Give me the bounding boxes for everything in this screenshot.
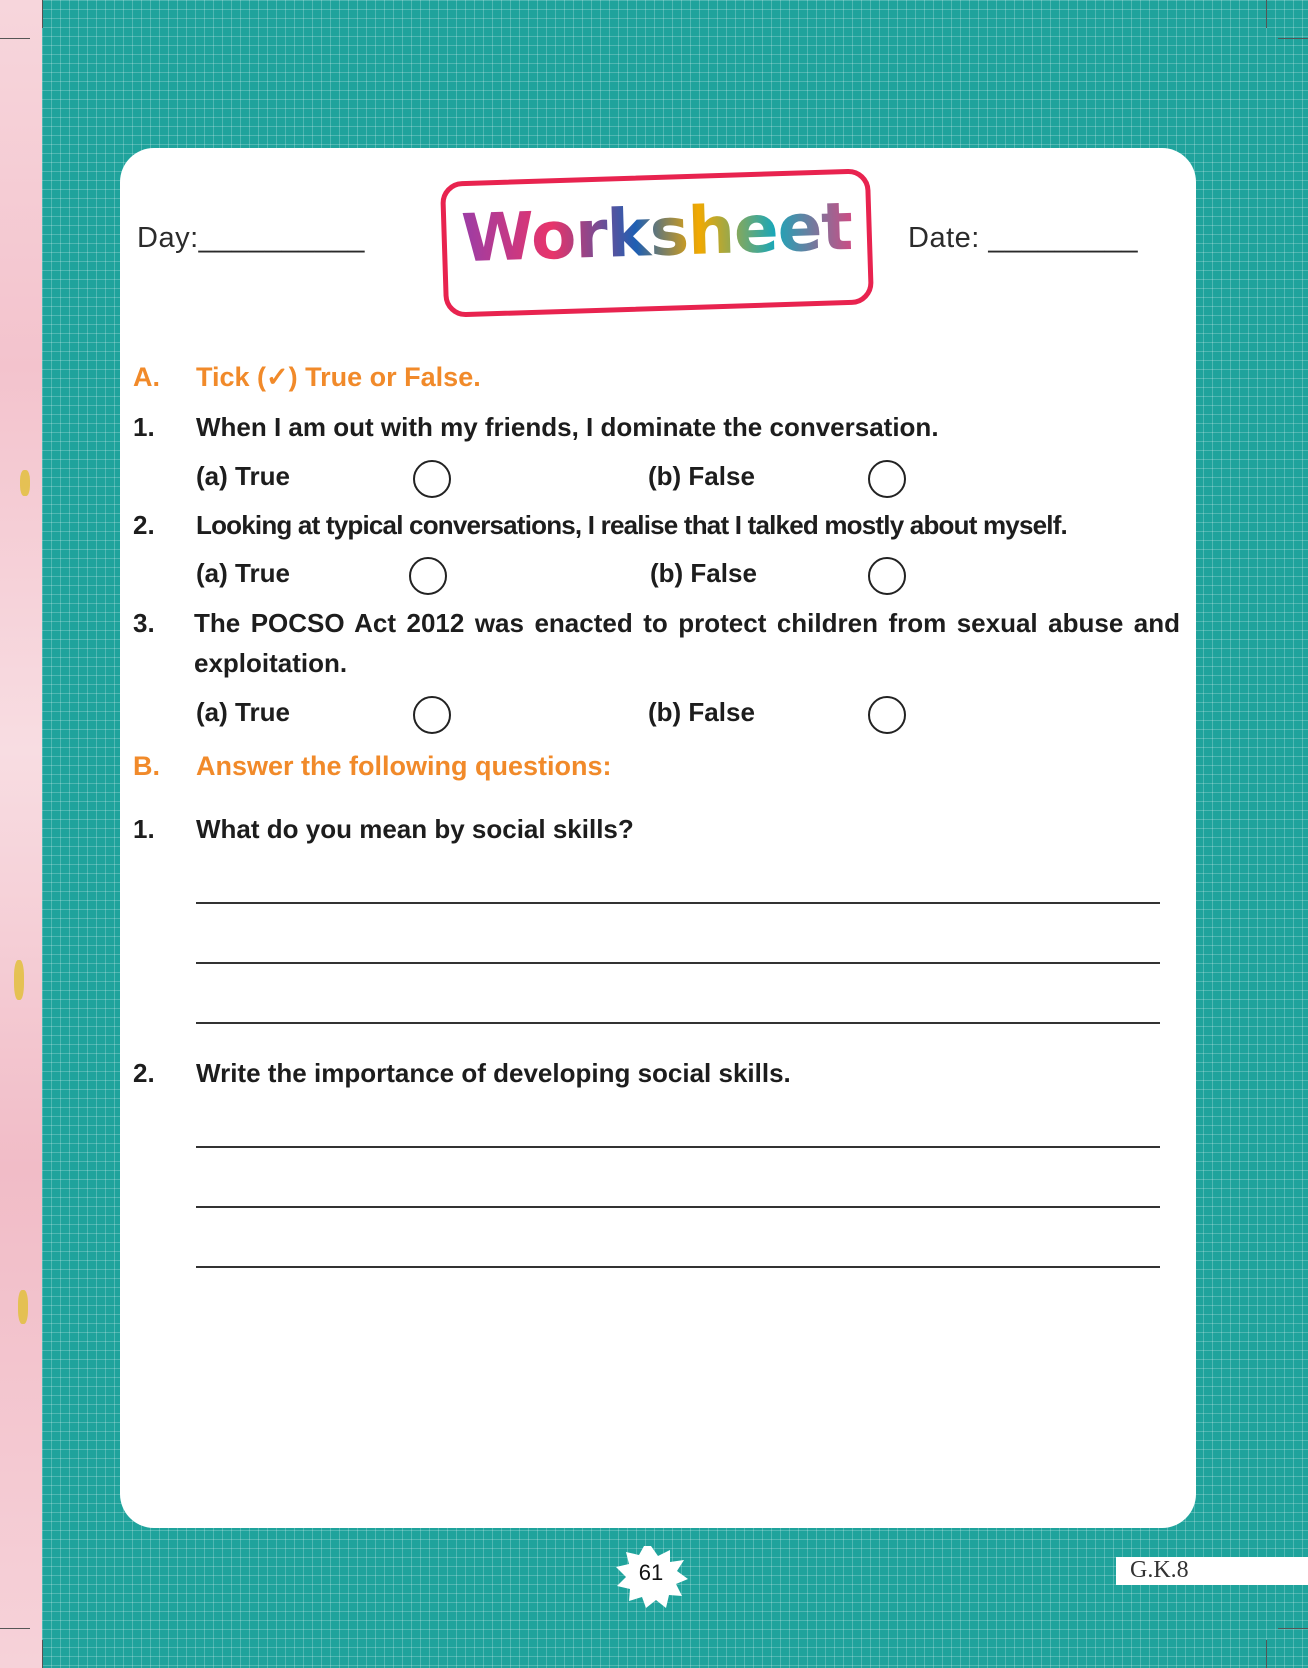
crop-mark bbox=[0, 1628, 30, 1629]
tick-circle-true[interactable] bbox=[413, 696, 451, 734]
crop-mark bbox=[42, 1640, 43, 1668]
date-field[interactable]: Date: _________ bbox=[908, 222, 1139, 254]
tick-circle-true[interactable] bbox=[413, 460, 451, 498]
question-number: 1. bbox=[133, 814, 155, 844]
tick-circle-false[interactable] bbox=[868, 696, 906, 734]
question-text: What do you mean by social skills? bbox=[196, 814, 634, 844]
page-title: Worksheet bbox=[446, 193, 868, 272]
option-false-label: (b) False bbox=[650, 558, 757, 588]
page-number: 61 bbox=[638, 1560, 664, 1585]
crop-mark bbox=[42, 0, 43, 28]
question-number: 1. bbox=[133, 412, 155, 442]
option-true-label: (a) True bbox=[196, 697, 290, 727]
option-true-label: (a) True bbox=[196, 558, 290, 588]
section-a-heading: Tick (✓) True or False. bbox=[196, 362, 481, 392]
answer-line[interactable] bbox=[196, 1266, 1160, 1268]
question-text: Looking at typical conversations, I realise that I talked mostly about myself. bbox=[196, 510, 1067, 540]
title-frame bbox=[440, 168, 874, 317]
answer-line[interactable] bbox=[196, 962, 1160, 964]
question-text: The POCSO Act 2012 was enacted to protect children from sexual abuse and exploitation. bbox=[194, 608, 1180, 678]
option-true-label: (a) True bbox=[196, 461, 290, 491]
option-false-label: (b) False bbox=[648, 461, 755, 491]
question-number: 2. bbox=[133, 1058, 155, 1088]
decorative-side-strip bbox=[0, 0, 42, 1668]
option-false-label: (b) False bbox=[648, 697, 755, 727]
crop-mark bbox=[1266, 1640, 1267, 1668]
crop-mark bbox=[1278, 1628, 1308, 1629]
tick-circle-false[interactable] bbox=[868, 460, 906, 498]
section-b-letter: B. bbox=[133, 751, 160, 781]
tick-circle-false[interactable] bbox=[868, 557, 906, 595]
question-text: When I am out with my friends, I dominate the conversation. bbox=[196, 412, 939, 442]
answer-line[interactable] bbox=[196, 1146, 1160, 1148]
question-number: 3. bbox=[133, 608, 155, 638]
section-b-heading: Answer the following questions: bbox=[196, 751, 612, 781]
crop-mark bbox=[0, 38, 30, 39]
answer-line[interactable] bbox=[196, 1022, 1160, 1024]
gold-glitter bbox=[18, 1290, 28, 1324]
crop-mark bbox=[1266, 0, 1267, 28]
question-number: 2. bbox=[133, 510, 155, 540]
section-a-letter: A. bbox=[133, 362, 160, 392]
answer-line[interactable] bbox=[196, 902, 1160, 904]
day-field[interactable]: Day:__________ bbox=[137, 222, 365, 254]
gold-glitter bbox=[14, 960, 24, 1000]
question-text: Write the importance of developing social skills. bbox=[196, 1058, 791, 1088]
series-label-box bbox=[1116, 1557, 1308, 1585]
tick-circle-true[interactable] bbox=[409, 557, 447, 595]
gold-glitter bbox=[20, 470, 30, 496]
series-label: G.K.8 bbox=[1130, 1557, 1189, 1583]
crop-mark bbox=[1278, 38, 1308, 39]
answer-line[interactable] bbox=[196, 1206, 1160, 1208]
